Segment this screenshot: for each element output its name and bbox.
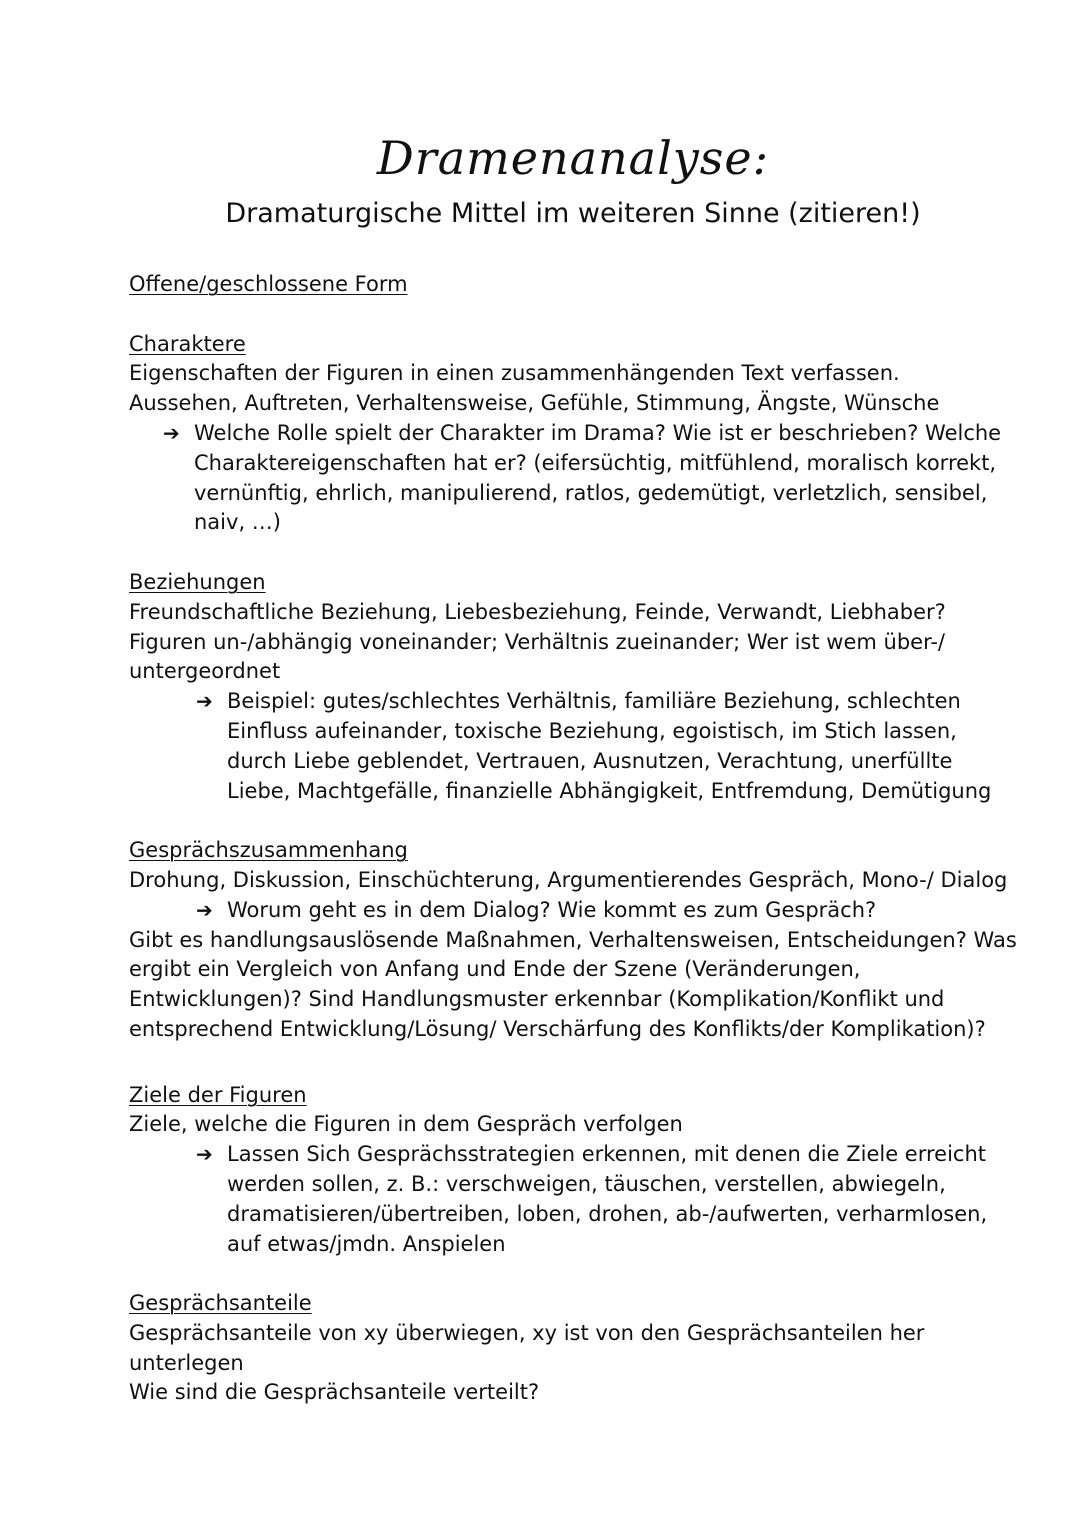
section-charaktere bbox=[129, 330, 1002, 539]
bullet-line: Worum geht es in dem Dialog? Wie kommt es zum Gespräch? bbox=[227, 897, 877, 922]
section-heading: Charaktere bbox=[129, 331, 246, 356]
bullet-line: Welche Rolle spielt der Charakter im Drama? Wie ist er beschrieben? Welche bbox=[194, 420, 1002, 445]
section-heading: Gesprächsanteile bbox=[129, 1291, 312, 1316]
section-ziele bbox=[129, 1081, 989, 1260]
bullet-item bbox=[129, 896, 989, 926]
section-heading: Ziele der Figuren bbox=[129, 1082, 307, 1107]
text-line: Eigenschaften der Figuren in einen zusammenhängenden Text verfassen. bbox=[129, 361, 900, 386]
bullet-line: Beispiel: gutes/schlechtes Verhältnis, familiäre Beziehung, schlechten bbox=[227, 689, 961, 714]
spacer bbox=[129, 300, 989, 330]
bullet-line: Einfluss aufeinander, toxische Beziehung, egoistisch, im Stich lassen, bbox=[227, 718, 957, 743]
section-heading: Gesprächszusammenhang bbox=[129, 838, 408, 863]
bullet-line: auf etwas/jmdn. Anspielen bbox=[227, 1231, 506, 1256]
arrow-icon: ➔ bbox=[163, 420, 180, 445]
document-title: Dramenanalyse: bbox=[376, 131, 770, 185]
bullet-line: vernünftig, ehrlich, manipulierend, ratlos, gedemütigt, verletzlich, sensibel, bbox=[194, 480, 988, 505]
text-line: Entwicklungen)? Sind Handlungsmuster erkennbar (Komplikation/Konflikt und bbox=[129, 987, 945, 1012]
section-beziehungen bbox=[129, 568, 992, 806]
text-line: Gibt es handlungsauslösende Maßnahmen, Verhaltensweisen, Entscheidungen? Was bbox=[129, 927, 1017, 952]
bullet-line: Lassen Sich Gesprächsstrategien erkennen, mit denen die Ziele erreicht bbox=[227, 1142, 986, 1167]
spacer bbox=[129, 806, 989, 836]
text-line: entsprechend Entwicklung/Lösung/ Verschärfung des Konflikts/der Komplikation)? bbox=[129, 1016, 986, 1041]
bullet-line: Charaktereigenschaften hat er? (eifersüchtig, mitfühlend, moralisch korrekt, bbox=[194, 450, 997, 475]
bullet-line: Liebe, Machtgefälle, finanzielle Abhängigkeit, Entfremdung, Demütigung bbox=[227, 778, 992, 803]
bullet-line: durch Liebe geblendet, Vertrauen, Ausnutzen, Verachtung, unerfüllte bbox=[227, 748, 953, 773]
text-line: Wie sind die Gesprächsanteile verteilt? bbox=[129, 1380, 540, 1405]
text-line: untergeordnet bbox=[129, 659, 281, 684]
bullet-item bbox=[129, 419, 1002, 538]
bullet-line: naiv, …) bbox=[194, 510, 281, 535]
text-line: Aussehen, Auftreten, Verhaltensweise, Gefühle, Stimmung, Ängste, Wünsche bbox=[129, 391, 940, 416]
text-line: Freundschaftliche Beziehung, Liebesbeziehung, Feinde, Verwandt, Liebhaber? bbox=[129, 599, 946, 624]
text-line: Figuren un-/abhängig voneinander; Verhältnis zueinander; Wer ist wem über-/ bbox=[129, 629, 946, 654]
spacer bbox=[129, 538, 989, 568]
document-subtitle: Dramaturgische Mittel im weiteren Sinne (zitieren!) bbox=[225, 198, 921, 229]
spacer bbox=[129, 1259, 989, 1289]
arrow-icon: ➔ bbox=[196, 689, 213, 714]
document-body bbox=[129, 270, 1017, 1408]
section-form bbox=[129, 270, 989, 300]
bullet-line: werden sollen, z. B.: verschweigen, täuschen, verstellen, abwiegeln, bbox=[227, 1171, 946, 1196]
text-line: unterlegen bbox=[129, 1350, 244, 1375]
bullet-item bbox=[129, 1140, 989, 1259]
text-line: Gesprächsanteile von xy überwiegen, xy ist von den Gesprächsanteilen her bbox=[129, 1320, 925, 1345]
arrow-icon: ➔ bbox=[196, 1142, 213, 1167]
arrow-icon: ➔ bbox=[196, 897, 213, 922]
bullet-item bbox=[129, 687, 992, 806]
section-heading: Offene/geschlossene Form bbox=[129, 272, 408, 296]
spacer bbox=[129, 1045, 989, 1075]
text-line: Ziele, welche die Figuren in dem Gespräch verfolgen bbox=[129, 1112, 683, 1137]
section-anteile bbox=[129, 1289, 989, 1408]
bullet-line: dramatisieren/übertreiben, loben, drohen, ab-/aufwerten, verharmlosen, bbox=[227, 1201, 988, 1226]
text-line: Drohung, Diskussion, Einschüchterung, Argumentierendes Gespräch, Mono-/ Dialog bbox=[129, 867, 1008, 892]
section-heading: Beziehungen bbox=[129, 569, 266, 594]
section-gespraechszusammenhang bbox=[129, 836, 1017, 1045]
text-line: ergibt ein Vergleich von Anfang und Ende der Szene (Veränderungen, bbox=[129, 957, 861, 982]
